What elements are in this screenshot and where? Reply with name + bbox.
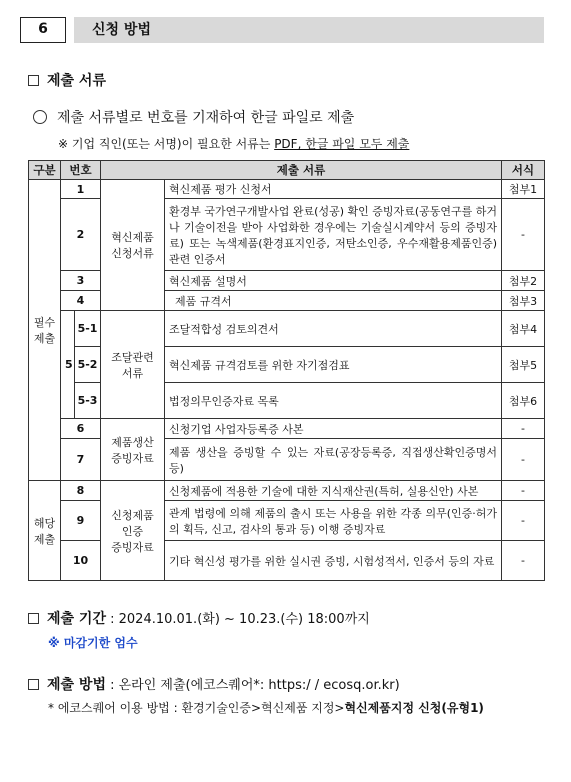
instruction-line: 제출 서류별로 번호를 기재하여 한글 파일로 제출 <box>33 107 354 127</box>
seal-note: ※ 기업 직인(또는 서명)이 필요한 서류는 PDF, 한글 파일 모두 제출 <box>58 137 410 151</box>
deadline-warning: ※ 마감기한 엄수 <box>48 636 138 650</box>
section-header <box>20 17 544 43</box>
sub-innovation: 혁신제품 신청서류 <box>101 180 165 311</box>
table-row: 10 기타 혁신성 평가를 위한 실시권 증빙, 시험성적서, 인증서 등의 자료 - <box>29 541 545 581</box>
col-category: 구분 <box>29 161 61 180</box>
table-row: 해당 제출 8 신청제품 인증 증빙자료 신청제품에 적용한 기술에 대한 지식재산권(특허, 실용신안) 사본 - <box>29 481 545 501</box>
submission-period: 제출 기간 : 2024.10.01.(화) ~ 10.23.(수) 18:00까지 <box>28 608 370 628</box>
submission-documents-heading: 제출 서류 <box>28 70 106 90</box>
table-row: 7 제품 생산을 증빙할 수 있는 자료(공장등록증, 직접생산확인증명서 등) - <box>29 439 545 481</box>
square-bullet-icon <box>28 679 39 690</box>
group-relevant: 해당 제출 <box>29 481 61 581</box>
col-number: 번호 <box>61 161 101 180</box>
square-bullet-icon <box>28 75 39 86</box>
circle-bullet-icon <box>33 110 47 124</box>
table-row: 9 관계 법령에 의해 제품의 출시 또는 사용을 위한 각종 의무(인증·허가의 획득, 신고, 검사의 통과 등) 이행 증빙자료 - <box>29 501 545 541</box>
table-row: 4 제품 규격서 첨부3 <box>29 291 545 311</box>
documents-table <box>28 160 545 581</box>
table-row: 5-2 혁신제품 규격검토를 위한 자기점검표 첨부5 <box>29 347 545 383</box>
ecosquare-usage-note: * 에코스퀘어 이용 방법 : 환경기술인증>혁신제품 지정>혁신제품지정 신청(유형1) <box>48 701 484 715</box>
table-row: 5-3 법정의무인증자료 목록 첨부6 <box>29 383 545 419</box>
col-document: 제출 서류 <box>101 161 502 180</box>
table-row: 필수 제출 1 혁신제품 신청서류 혁신제품 평가 신청서 첨부1 <box>29 180 545 199</box>
section-title: 신청 방법 <box>74 17 544 43</box>
square-bullet-icon <box>28 613 39 624</box>
group-required: 필수 제출 <box>29 180 61 481</box>
section-number: 6 <box>20 17 66 43</box>
table-row: 6 제품생산 증빙자료 신청기업 사업자등록증 사본 - <box>29 419 545 439</box>
table-row: 5 5-1 조달관련 서류 조달적합성 검토의견서 첨부4 <box>29 311 545 347</box>
col-form: 서식 <box>502 161 545 180</box>
table-header-row <box>29 161 545 180</box>
sub-procurement: 조달관련 서류 <box>101 311 165 419</box>
table-row: 2 환경부 국가연구개발사업 완료(성공) 확인 증빙자료(공동연구를 하거나 기술이전을 받아 사업화한 경우에는 기술실시계약서 등의 증빙자료) 또는 녹색제품(환경표지인증, 저탄소인증, 우수재활용제품인증) 관련 인증서 - <box>29 199 545 271</box>
submission-method: 제출 방법 : 온라인 제출(에코스퀘어*: https:/ / ecosq.or.kr) <box>28 674 400 694</box>
table-row: 3 혁신제품 설명서 첨부2 <box>29 271 545 291</box>
sub-production: 제품생산 증빙자료 <box>101 419 165 481</box>
sub-cert: 신청제품 인증 증빙자료 <box>101 481 165 581</box>
